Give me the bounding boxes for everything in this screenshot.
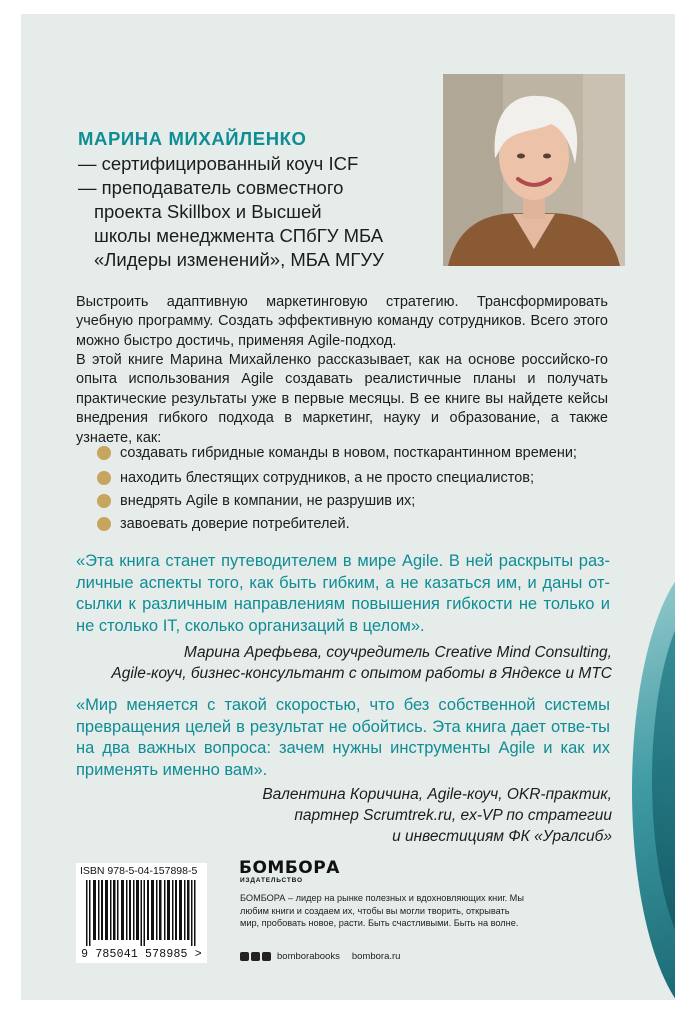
publisher-logo: БОМБОРА <box>239 858 340 878</box>
bullet-item: внедрять Agile в компании, не разрушив их; <box>120 493 416 509</box>
bullet-item: создавать гибридные команды в новом, посткарантинном времени; <box>120 445 577 461</box>
intro-paragraph-1: Выстроить адаптивную маркетинговую стратегию. Трансформировать учебную программу. Создать эффективную команду сотрудников. Всего этого можно быстро достичь, применяя Agile-подход. <box>76 294 608 349</box>
quote-1-attribution: Agile-коуч, бизнес-консультант с опытом работы в Яндексе и МТС <box>111 665 612 682</box>
publisher-website: bombora.ru <box>351 951 401 962</box>
bullet-item: завоевать доверие потребителей. <box>120 516 350 532</box>
quote-2-attribution: и инвестициям ФК «Уралсиб» <box>392 828 612 845</box>
bullet-dot-icon <box>97 446 111 460</box>
intro-paragraph-2: В этой книге Марина Михайленко рассказывает, как на основе российско-го опыта использования Agile создавать реалистичные планы и получать практические результаты уже в первые месяцы. В ее книге вы найдете кейсы внедрения гибкого подхода в маркетинг, науку и образование, а также узнаете, как: <box>76 352 608 446</box>
author-credential: проекта Skillbox и Высшей <box>94 201 322 222</box>
publisher-logo-subtitle: ИЗДАТЕЛЬСТВО <box>240 877 303 884</box>
quote-2-attribution: партнер Scrumtrek.ru, ex-VP по стратегии <box>294 807 612 824</box>
author-credential: — преподаватель совместного <box>78 177 344 198</box>
publisher-handle: bomborabooks <box>277 951 340 962</box>
facebook-icon <box>240 952 249 961</box>
quote-2: «Мир меняется с такой скоростью, что без собственной системы превращения целей в результат не обойтись. Эта книга дает отве-ты на два важных вопроса: зачем нужны инструменты Agile и как их применять именно вам». <box>76 696 610 779</box>
barcode <box>76 863 207 963</box>
quote-1: «Эта книга станет путеводителем в мире Agile. В ней раскрыты раз-личные аспекты того, как быть гибким, а не казаться им, и даны от-сылки к различным направлениям повышения гибкости не только и не столько IT, сколько организаций в целом». <box>76 552 610 635</box>
bullet-item: находить блестящих сотрудников, а не просто специалистов; <box>120 470 535 486</box>
barcode-bars <box>86 880 198 946</box>
vk-icon <box>251 952 260 961</box>
quote-1-attribution: Марина Арефьева, соучредитель Creative Mind Consulting, <box>183 644 612 661</box>
author-credential: школы менеджмента СПбГУ МБА <box>94 225 384 246</box>
author-credential: — сертифицированный коуч ICF <box>78 153 359 174</box>
barcode-digits: 9 785041 578985 > <box>81 948 202 961</box>
publisher-description: БОМБОРА – лидер на рынке полезных и вдохновляющих книг. Мы любим книги и создаем их, чтобы вы могли творить, открывать мир, пробовать новое, расти. Быть счастливыми. Быть на волне. <box>240 893 524 928</box>
bullet-dot-icon <box>97 517 111 531</box>
instagram-icon <box>262 952 271 961</box>
author-credential: «Лидеры изменений», МБА МГУУ <box>94 249 384 270</box>
author-photo <box>443 74 625 266</box>
publisher-social <box>240 951 400 962</box>
bullet-dot-icon <box>97 494 111 508</box>
author-name: МАРИНА МИХАЙЛЕНКО <box>78 128 307 149</box>
bullet-dot-icon <box>97 471 111 485</box>
quote-2-attribution: Валентина Коричина, Agile-коуч, OKR-практик, <box>262 786 612 803</box>
isbn-label: ISBN 978-5-04-157898-5 <box>80 865 198 877</box>
